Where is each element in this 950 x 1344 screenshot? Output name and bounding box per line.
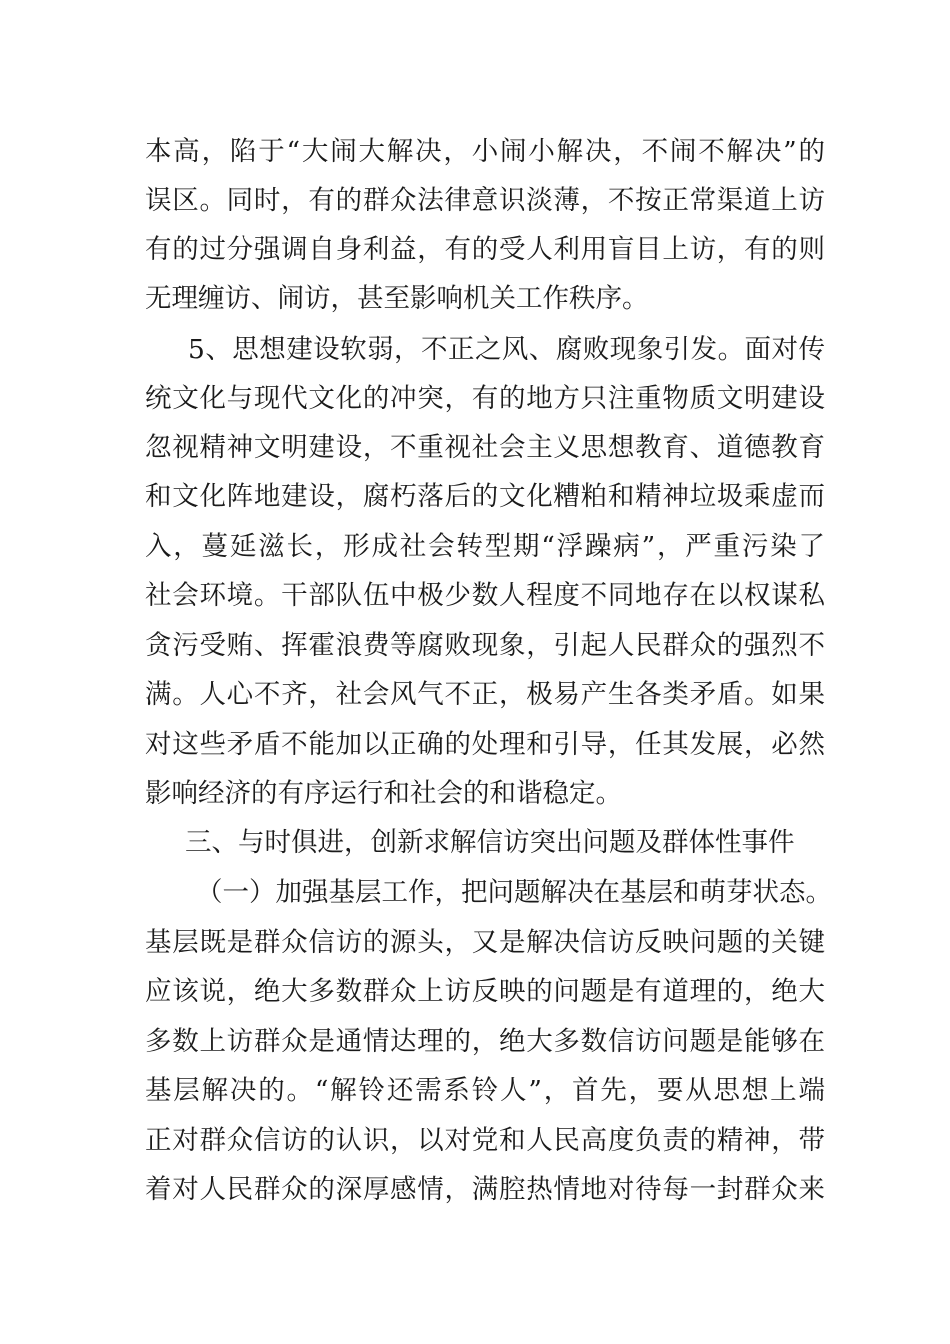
text-line: 应该说，绝大多数群众上访反映的问题是有道理的，绝大 [145,976,825,1007]
text-line: 本高，陷于“大闹大解决，小闹小解决，不闹不解决”的 [145,136,825,167]
text-line: 忽视精神文明建设，不重视社会主义思想教育、道德教育 [145,432,825,463]
text-line: 多数上访群众是通情达理的，绝大多数信访问题是能够在 [145,1026,825,1057]
text-line: 误区。同时，有的群众法律意识淡薄，不按正常渠道上访 [145,185,825,216]
text-line: 对这些矛盾不能加以正确的处理和引导，任其发展，必然 [145,729,825,760]
text-line: 社会环境。干部队伍中极少数人程度不同地存在以权谋私 [145,580,825,611]
text-line: 着对人民群众的深厚感情，满腔热情地对待每一封群众来 [145,1174,825,1205]
text-line: 有的过分强调自身利益，有的受人利用盲目上访，有的则 [145,234,825,265]
subsection-heading: （一）加强基层工作，把问题解决在基层和萌芽状态。 [196,877,832,908]
text-line: 入，蔓延滋长，形成社会转型期“浮躁病”，严重污染了 [145,531,825,562]
text-line: 正对群众信访的认识，以对党和人民高度负责的精神，带 [145,1125,825,1156]
section-heading: 三、与时俱进，创新求解信访突出问题及群体性事件 [185,827,795,858]
text-line: 5、思想建设软弱，不正之风、腐败现象引发。面对传 [188,334,825,365]
text-line: 基层解决的。“解铃还需系铃人”，首先，要从思想上端 [145,1075,825,1106]
text-line: 贪污受贿、挥霍浪费等腐败现象，引起人民群众的强烈不 [145,630,825,661]
text-line: 和文化阵地建设，腐朽落后的文化糟粕和精神垃圾乘虚而 [145,481,825,512]
text-line: 满。人心不齐，社会风气不正，极易产生各类矛盾。如果 [145,679,825,710]
text-line: 统文化与现代文化的冲突，有的地方只注重物质文明建设 [145,383,825,414]
text-line: 无理缠访、闹访，甚至影响机关工作秩序。 [145,283,649,314]
text-line: 影响经济的有序运行和社会的和谐稳定。 [145,778,622,809]
text-line: 基层既是群众信访的源头，又是解决信访反映问题的关键 [145,927,825,958]
